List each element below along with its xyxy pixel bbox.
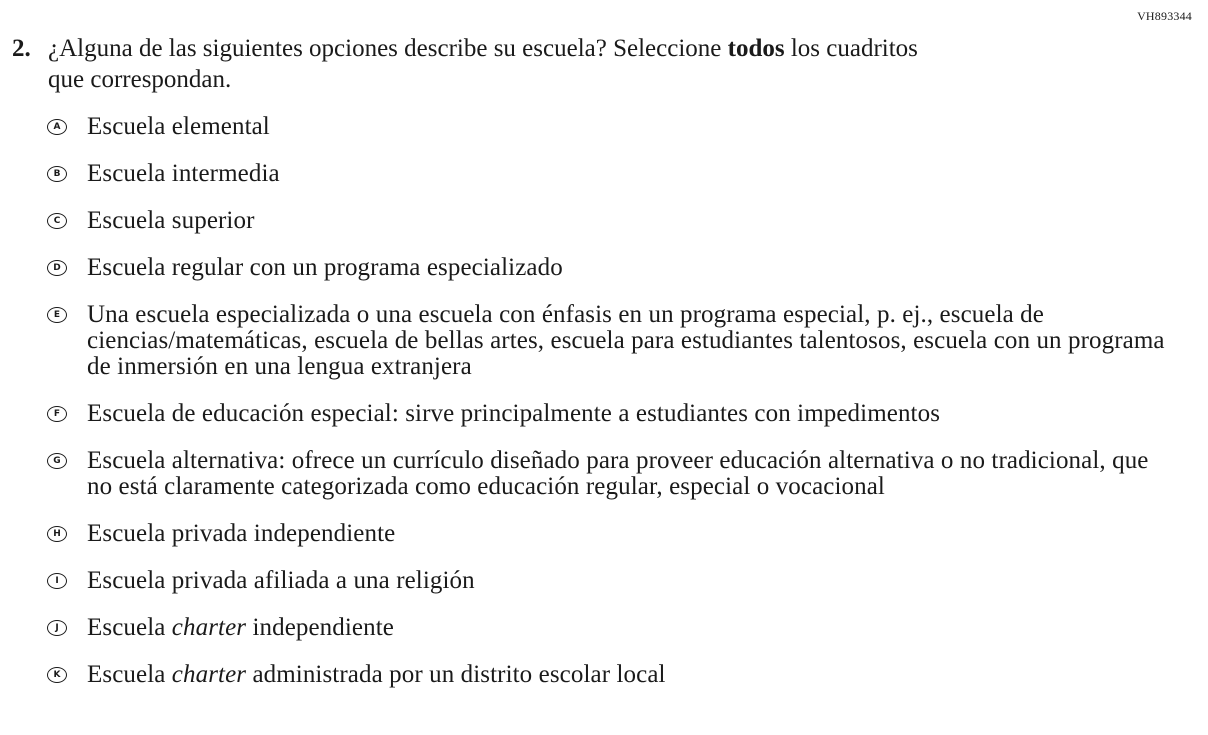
option-label-j (87, 615, 1177, 641)
option-d[interactable] (12, 255, 1192, 281)
question-text (48, 33, 948, 95)
question-number: 2. (12, 35, 31, 62)
option-a[interactable] (12, 114, 1192, 140)
option-label-i (87, 568, 1177, 594)
option-bubble-f[interactable]: F (47, 406, 67, 422)
option-text-k-start: Escuela (87, 661, 172, 688)
option-text-j-start: Escuela (87, 614, 172, 641)
option-label-b (87, 161, 1177, 187)
option-label-f (87, 401, 1177, 427)
option-text-b: Escuela intermedia (87, 160, 280, 187)
option-g[interactable] (12, 448, 1192, 500)
option-text-j-italic: charter (171, 614, 247, 641)
option-c[interactable] (12, 208, 1192, 234)
option-label-c (87, 208, 1177, 234)
question-text-end: los cuadritos que correspondan. (48, 35, 918, 93)
option-text-e: Una escuela especializada o una escuela con énfasis en un programa especial, p. ej., escuela de ciencias/matemáticas, escuela de bellas artes, escuela para estudiantes talentosos, escuela con un programa de inmersión en una lengua extranjera (87, 301, 1165, 380)
question-text-bold: todos (727, 35, 785, 62)
option-label-a (87, 114, 1177, 140)
option-text-c: Escuela superior (87, 207, 255, 234)
option-label-h (87, 521, 1177, 547)
option-bubble-e[interactable]: E (47, 307, 67, 323)
option-bubble-j[interactable]: J (47, 620, 67, 636)
option-bubble-a[interactable]: A (47, 119, 67, 135)
option-label-d (87, 255, 1177, 281)
question-text-start: ¿Alguna de las siguientes opciones describe su escuela? Seleccione (48, 35, 728, 62)
option-bubble-d[interactable]: D (47, 260, 67, 276)
form-id: VH893344 (1137, 9, 1192, 23)
option-bubble-g[interactable]: G (47, 453, 67, 469)
option-text-h: Escuela privada independiente (87, 520, 396, 547)
option-bubble-h[interactable]: H (47, 526, 67, 542)
option-text-d: Escuela regular con un programa especializado (87, 254, 563, 281)
option-bubble-c[interactable]: C (47, 213, 67, 229)
option-text-a: Escuela elemental (87, 113, 270, 140)
option-text-g: Escuela alternativa: ofrece un currículo diseñado para proveer educación alternativa o no tradicional, que no está claramente categorizada como educación regular, especial o vocacional (87, 447, 1149, 500)
option-label-k (87, 662, 1177, 688)
option-i[interactable] (12, 568, 1192, 594)
option-j[interactable] (12, 615, 1192, 641)
option-b[interactable] (12, 161, 1192, 187)
option-h[interactable] (12, 521, 1192, 547)
option-label-e (87, 302, 1177, 380)
option-bubble-k[interactable]: K (47, 667, 67, 683)
question-header (12, 33, 1192, 95)
answer-options (12, 114, 1192, 688)
option-text-k-italic: charter (171, 661, 247, 688)
option-label-g (87, 448, 1177, 500)
option-f[interactable] (12, 401, 1192, 427)
option-k[interactable] (12, 662, 1192, 688)
option-bubble-b[interactable]: B (47, 166, 67, 182)
option-e[interactable] (12, 302, 1192, 380)
option-text-j-end: independiente (246, 614, 394, 641)
option-text-i: Escuela privada afiliada a una religión (87, 567, 475, 594)
option-text-f: Escuela de educación especial: sirve principalmente a estudiantes con impedimentos (87, 400, 941, 427)
option-text-k-end: administrada por un distrito escolar local (246, 661, 666, 688)
question-block (12, 33, 1192, 709)
option-bubble-i[interactable]: I (47, 573, 67, 589)
